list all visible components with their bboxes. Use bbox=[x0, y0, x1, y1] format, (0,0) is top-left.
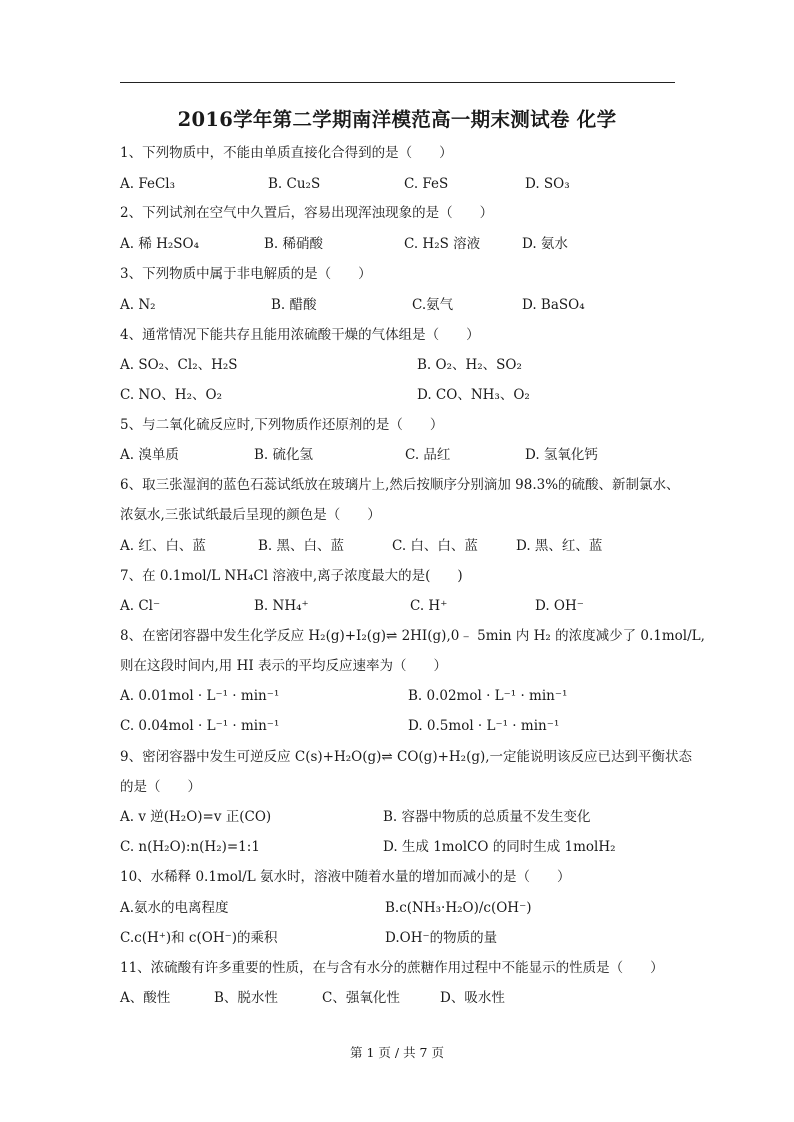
q11-option-d: D、吸水性 bbox=[440, 990, 505, 1006]
page-footer: 第 1 页 / 共 7 页 bbox=[350, 1045, 444, 1060]
q9-option-a: A. v 逆(H₂O)=v 正(CO) bbox=[120, 809, 272, 825]
question-11-stem: 11、浓硫酸有许多重要的性质，在与含有水分的蔗糖作用过程中不能显示的性质是（ ） bbox=[120, 960, 664, 976]
question-9-stem-line-1: 9、密闭容器中发生可逆反应 C(s)+H₂O(g)⇌ CO(g)+H₂(g),一定能说明该反应已达到平衡状态 bbox=[120, 749, 693, 765]
question-2-stem: 2、下列试剂在空气中久置后，容易出现浑浊现象的是（ ） bbox=[120, 205, 494, 221]
q8-option-a: A. 0.01mol · L⁻¹ · min⁻¹ bbox=[120, 688, 280, 704]
q5-option-d: D. 氢氧化钙 bbox=[525, 447, 598, 463]
q1-option-b: B. Cu₂S bbox=[268, 176, 321, 192]
question-9-stem-line-2: 的是（ ） bbox=[120, 779, 201, 795]
header-rule bbox=[120, 82, 675, 83]
question-4-stem: 4、通常情况下能共存且能用浓硫酸干燥的气体组是（ ） bbox=[120, 327, 480, 343]
q2-option-a: A. 稀 H₂SO₄ bbox=[120, 236, 200, 252]
question-3-stem: 3、下列物质中属于非电解质的是（ ） bbox=[120, 266, 372, 282]
q4-option-a: A. SO₂、Cl₂、H₂S bbox=[120, 357, 238, 373]
q9-option-b: B. 容器中物质的总质量不发生变化 bbox=[383, 809, 591, 825]
q4-option-b: B. O₂、H₂、SO₂ bbox=[417, 357, 522, 373]
q10-option-d: D.OH⁻的物质的量 bbox=[385, 930, 498, 946]
q8-option-c: C. 0.04mol · L⁻¹ · min⁻¹ bbox=[120, 718, 280, 734]
q9-option-c: C. n(H₂O):n(H₂)=1:1 bbox=[120, 839, 260, 855]
q1-option-d: D. SO₃ bbox=[525, 176, 570, 192]
q3-option-c: C.氨气 bbox=[412, 297, 454, 313]
question-6-stem-line-2: 浓氨水,三张试纸最后呈现的颜色是（ ） bbox=[120, 507, 381, 523]
q7-option-b: B. NH₄⁺ bbox=[254, 598, 309, 614]
question-8-stem-line-1: 8、在密闭容器中发生化学反应 H₂(g)+I₂(g)⇌ 2HI(g),0﹣ 5min 内 H₂ 的浓度减少了 0.1mol/L, bbox=[120, 628, 705, 644]
q6-option-b: B. 黑、白、蓝 bbox=[258, 538, 345, 554]
q4-option-c: C. NO、H₂、O₂ bbox=[120, 387, 222, 403]
q11-option-b: B、脱水性 bbox=[214, 990, 278, 1006]
q7-option-a: A. Cl⁻ bbox=[120, 598, 161, 614]
q3-option-a: A. N₂ bbox=[120, 297, 156, 313]
q11-option-a: A、酸性 bbox=[120, 990, 171, 1006]
question-6-stem-line-1: 6、取三张湿润的蓝色石蕊试纸放在玻璃片上,然后按顺序分别滴加 98.3%的硫酸、新制氯水、 bbox=[120, 477, 680, 493]
q10-option-b: B.c(NH₃·H₂O)/c(OH⁻) bbox=[385, 900, 532, 916]
q5-option-a: A. 溴单质 bbox=[120, 447, 179, 463]
q4-option-d: D. CO、NH₃、O₂ bbox=[417, 387, 530, 403]
q5-option-c: C. 品红 bbox=[405, 447, 451, 463]
q5-option-b: B. 硫化氢 bbox=[254, 447, 314, 463]
q8-option-d: D. 0.5mol · L⁻¹ · min⁻¹ bbox=[408, 718, 560, 734]
q6-option-c: C. 白、白、蓝 bbox=[392, 538, 478, 554]
q7-option-d: D. OH⁻ bbox=[535, 598, 584, 614]
q6-option-a: A. 红、白、蓝 bbox=[120, 538, 206, 554]
q3-option-d: D. BaSO₄ bbox=[522, 297, 585, 313]
question-7-stem: 7、在 0.1mol/L NH₄Cl 溶液中,离子浓度最大的是( ) bbox=[120, 568, 463, 584]
q10-option-a: A.氨水的电离程度 bbox=[120, 900, 229, 916]
q2-option-b: B. 稀硝酸 bbox=[264, 236, 324, 252]
question-8-stem-line-2: 则在这段时间内,用 HI 表示的平均反应速率为（ ） bbox=[120, 658, 447, 674]
q2-option-c: C. H₂S 溶液 bbox=[404, 236, 481, 252]
q2-option-d: D. 氨水 bbox=[522, 236, 568, 252]
q6-option-d: D. 黑、红、蓝 bbox=[516, 538, 603, 554]
question-1-stem: 1、下列物质中，不能由单质直接化合得到的是（ ） bbox=[120, 145, 453, 161]
q1-option-a: A. FeCl₃ bbox=[120, 176, 176, 192]
q8-option-b: B. 0.02mol · L⁻¹ · min⁻¹ bbox=[408, 688, 568, 704]
q3-option-b: B. 醋酸 bbox=[271, 297, 317, 313]
q7-option-c: C. H⁺ bbox=[410, 598, 448, 614]
q11-option-c: C、强氧化性 bbox=[322, 990, 400, 1006]
page-title: 2016学年第二学期南洋模范高一期末测试卷 化学 bbox=[177, 108, 617, 131]
q10-option-c: C.c(H⁺)和 c(OH⁻)的乘积 bbox=[120, 930, 278, 946]
q9-option-d: D. 生成 1molCO 的同时生成 1molH₂ bbox=[383, 839, 616, 855]
q1-option-c: C. FeS bbox=[404, 176, 449, 192]
question-5-stem: 5、与二氧化硫反应时,下列物质作还原剂的是（ ） bbox=[120, 417, 444, 433]
question-10-stem: 10、水稀释 0.1mol/L 氨水时，溶液中随着水量的增加而减小的是（ ） bbox=[120, 869, 571, 885]
